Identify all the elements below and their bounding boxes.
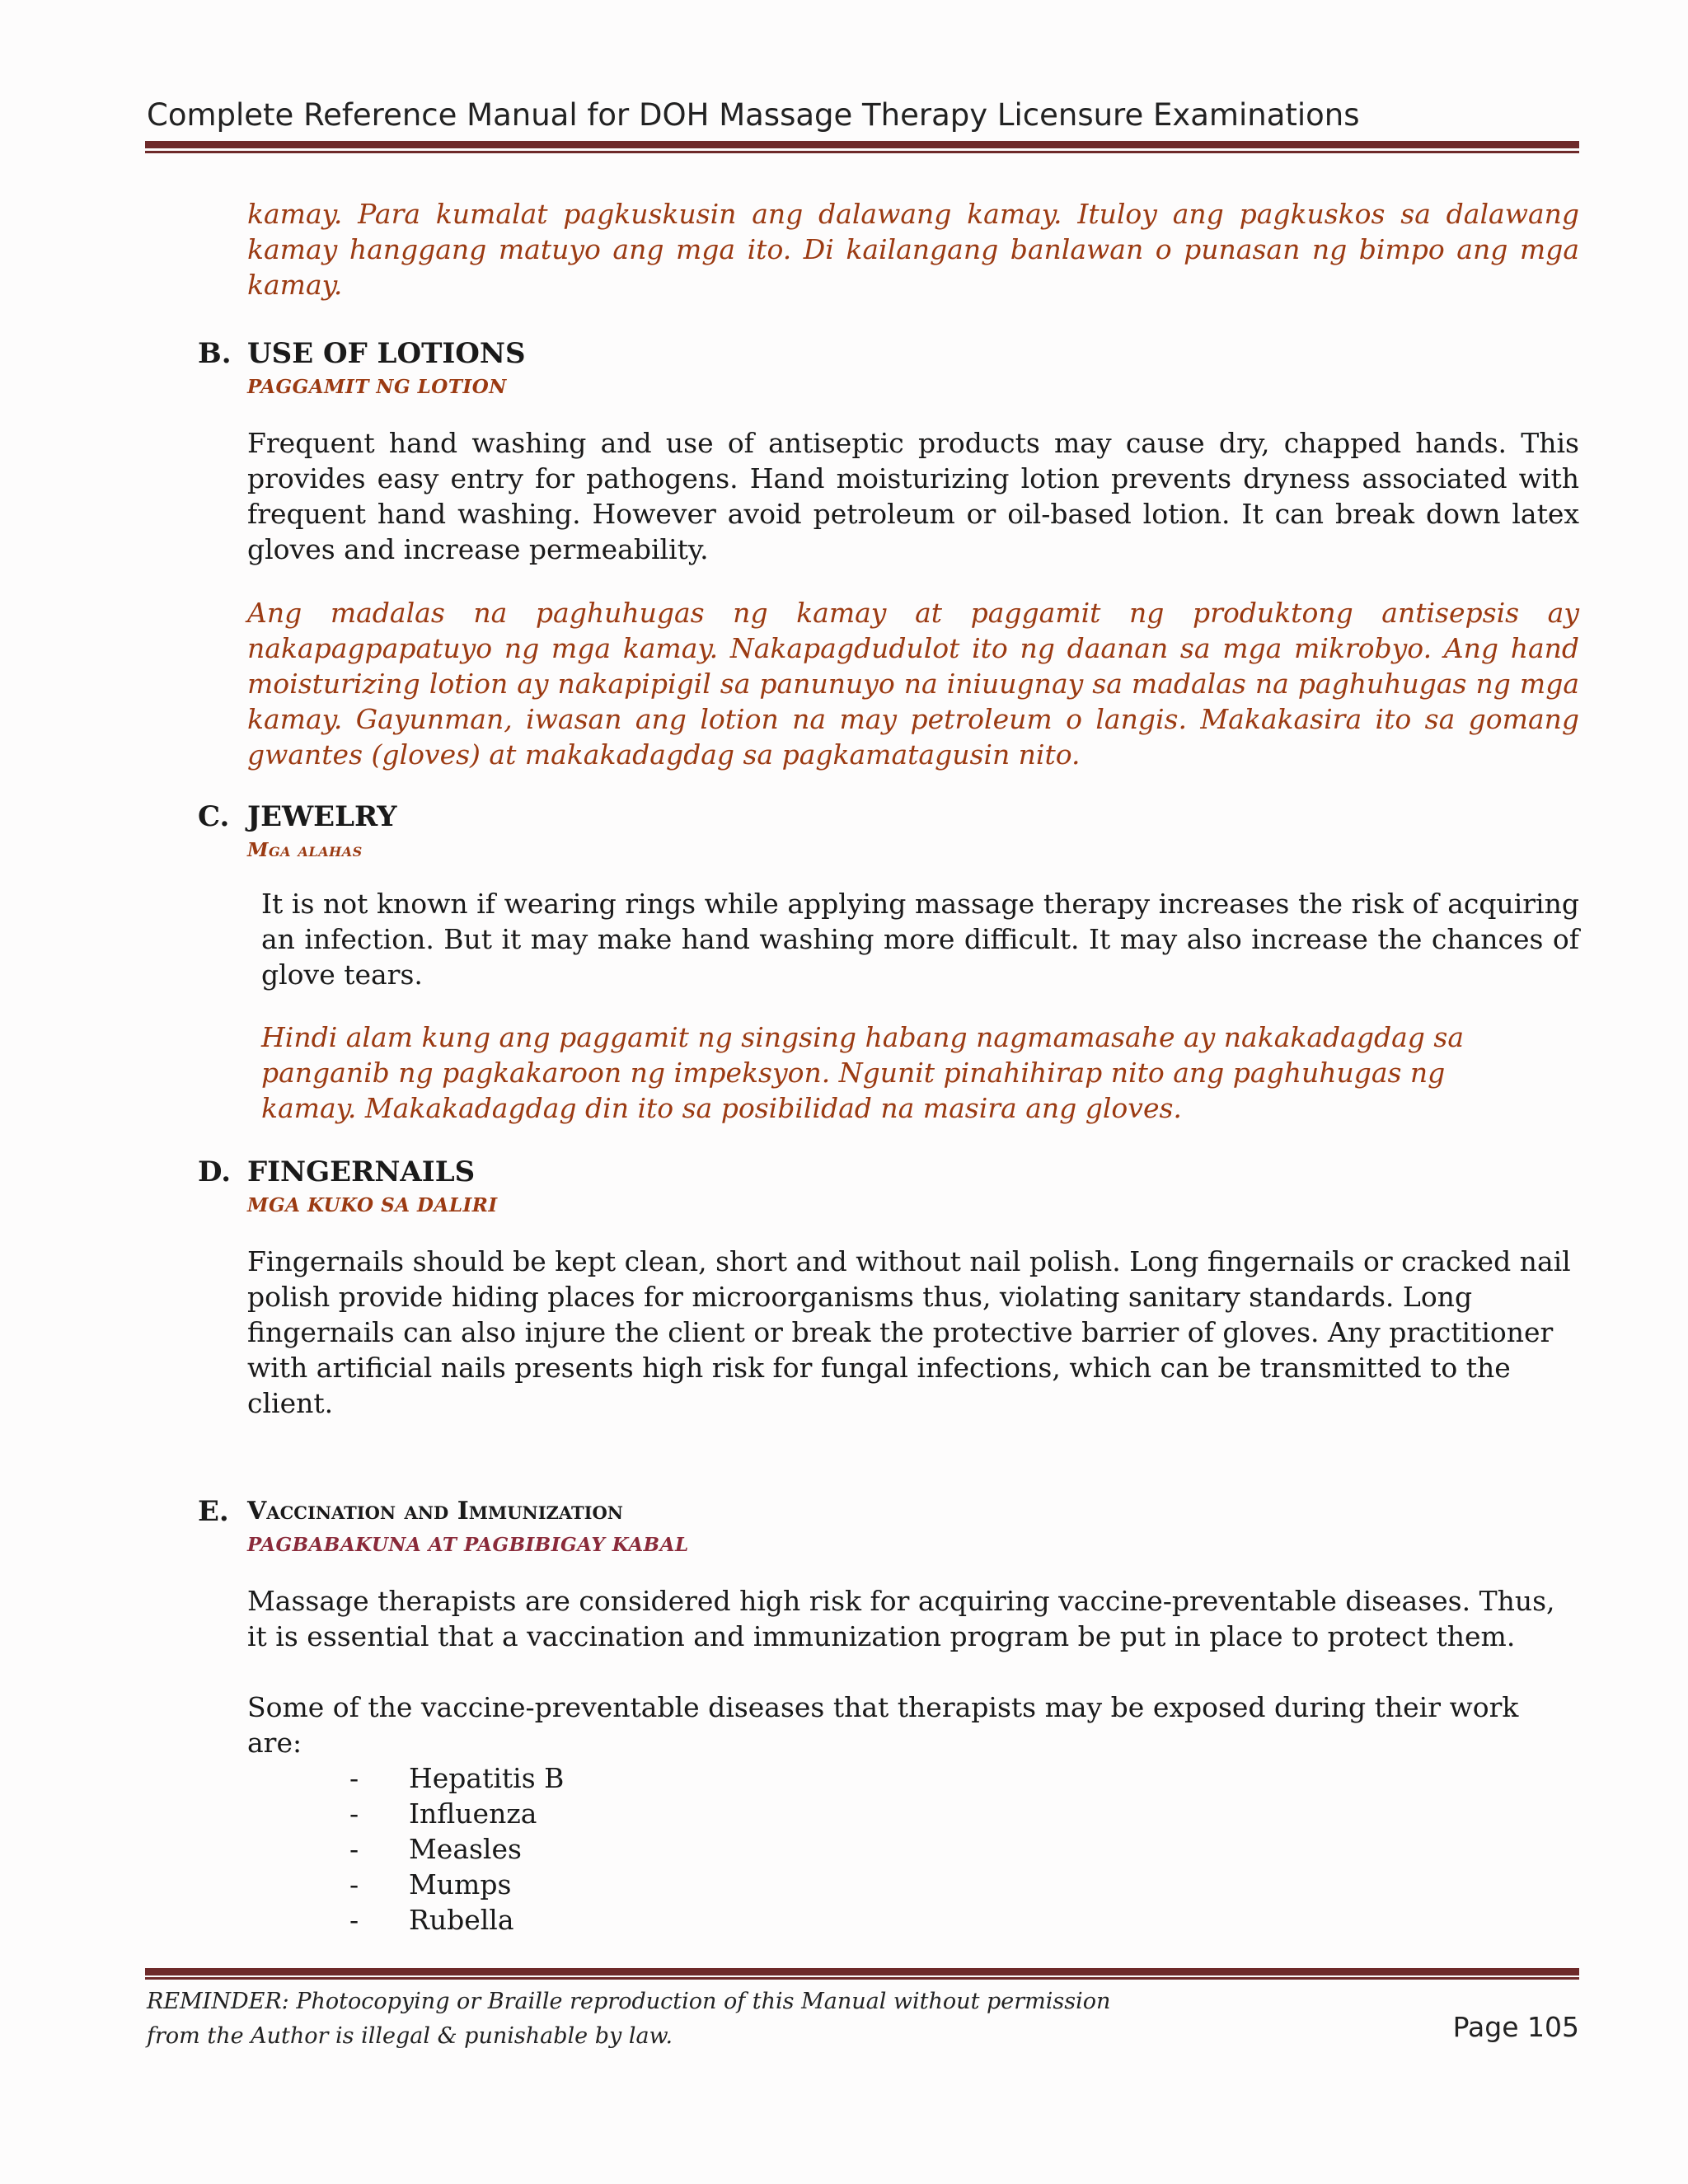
section-use-of-lotions	[198, 335, 1579, 772]
header-rule-thin	[145, 151, 1579, 153]
list-item-text: Hepatitis B	[409, 1762, 565, 1794]
disease-list	[247, 1760, 1579, 1938]
list-marker: -	[349, 1868, 359, 1900]
section-vaccination-immunization	[198, 1493, 1579, 1938]
section-title: USE OF LOTIONS	[247, 337, 526, 370]
section-subtitle: PAGBABAKUNA AT PAGBIBIGAY KABAL	[247, 1534, 689, 1556]
list-item	[247, 1796, 1579, 1831]
list-marker: -	[349, 1904, 359, 1936]
list-item-text: Measles	[409, 1833, 522, 1865]
section-subtitle: PAGGAMIT NG LOTION	[247, 376, 507, 398]
list-item	[247, 1902, 1579, 1938]
page-content	[198, 196, 1579, 1938]
footer-reminder-line1: REMINDER: Photocopying or Braille reproduction of this Manual without permission	[147, 1989, 1111, 2014]
tagalog-paragraph: Ang madalas na paghuhugas ng kamay at paggamit ng produktong antisepsis ay nakapagpapatuyo ng mga kamay. Nakapagdudulot ito ng daanan sa mga mikrobyo. Ang hand moisturizing lotion ay nakapipigil sa panunuyo na iniuugnay sa madalas na paghuhugas ng mga kamay. Gayunman, iwasan ang lotion na may petroleum o langis. Makakasira ito sa gomang gwantes (gloves) at makakadagdag sa pagkamatagusin nito.	[247, 597, 1579, 771]
list-item-text: Influenza	[409, 1797, 537, 1830]
footer-reminder-line2: from the Author is illegal & punishable by law.	[147, 2023, 673, 2049]
section-title: Vaccination and Immunization	[247, 1497, 623, 1526]
header-rule-thick	[145, 141, 1579, 148]
list-item	[247, 1831, 1579, 1867]
english-paragraph: It is not known if wearing rings while applying massage therapy increases the risk of acquiring an infection. But it may make hand washing more difficult. It may also increase the chances of glove tears.	[261, 888, 1579, 991]
section-letter: E.	[198, 1495, 229, 1528]
list-item	[247, 1760, 1579, 1796]
section-jewelry	[198, 799, 1579, 1126]
list-marker: -	[349, 1797, 359, 1830]
section-letter: C.	[198, 800, 230, 833]
english-paragraph: Massage therapists are considered high risk for acquiring vaccine-preventable diseases. Thus, it is essential that a vaccination and immunization program be put in place to protect them.	[247, 1585, 1555, 1652]
section-subtitle: Mga alahas	[247, 839, 363, 861]
list-marker: -	[349, 1833, 359, 1865]
list-item	[247, 1867, 1579, 1902]
page-number: Page 105	[1452, 2011, 1579, 2043]
running-header-title: Complete Reference Manual for DOH Massage Therapy Licensure Examinations	[147, 97, 1360, 133]
list-intro: Some of the vaccine-preventable diseases that therapists may be exposed during their work are:	[247, 1691, 1519, 1759]
footer-reminder	[147, 1985, 1110, 2054]
section-subtitle: MGA KUKO SA DALIRI	[247, 1194, 498, 1216]
footer-rule-thin	[145, 1977, 1579, 1980]
english-paragraph: Frequent hand washing and use of antiseptic products may cause dry, chapped hands. This provides easy entry for pathogens. Hand moisturizing lotion prevents dryness associated with frequent hand washing. However avoid petroleum or oil-based lotion. It can break down latex gloves and increase permeability.	[247, 427, 1579, 565]
tagalog-paragraph: Hindi alam kung ang paggamit ng singsing habang nagmamasahe ay nakakadagdag sa panganib ng pagkakaroon ng impeksyon. Ngunit pinahihirap nito ang paghuhugas ng kamay. Makakadagdag din ito sa posibilidad na masira ang gloves.	[261, 1021, 1464, 1124]
section-letter: B.	[198, 337, 232, 370]
list-marker: -	[349, 1762, 359, 1794]
section-title: FINGERNAILS	[247, 1155, 476, 1188]
section-fingernails	[198, 1154, 1579, 1421]
section-letter: D.	[198, 1155, 232, 1188]
list-item-text: Mumps	[409, 1868, 512, 1900]
english-paragraph: Fingernails should be kept clean, short and without nail polish. Long fingernails or cracked nail polish provide hiding places for microorganisms thus, violating sanitary standards. Long fingernails can also injure the client or break the protective barrier of gloves. Any practitioner with artificial nails presents high risk for fungal infections, which can be transmitted to the client.	[247, 1245, 1571, 1419]
list-item-text: Rubella	[409, 1904, 514, 1936]
footer-rule-thick	[145, 1968, 1579, 1975]
intro-tagalog-paragraph: kamay. Para kumalat pagkuskusin ang dalawang kamay. Ituloy ang pagkuskos sa dalawang kamay hanggang matuyo ang mga ito. Di kailangang banlawan o punasan ng bimpo ang mga kamay.	[247, 198, 1579, 301]
section-title: JEWELRY	[247, 800, 397, 833]
